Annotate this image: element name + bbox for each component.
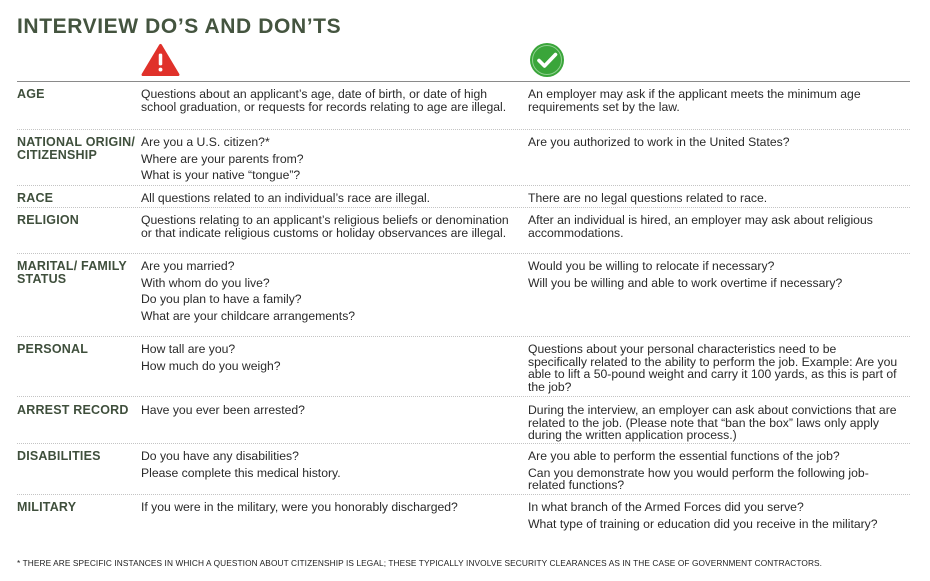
row-category: ARREST RECORD [17,403,129,417]
do-column [528,192,898,209]
do-question: Can you demonstrate how you would perform the following job-related functions? [528,465,869,492]
row-category: RACE [17,191,54,205]
dont-question: Please complete this medical history. [141,465,341,480]
do-question: Questions about your personal characteristics need to be specifically related to the ability to perform the job. Example: Are you able to lift a 50-pound weight and carry it 100 yards, as this is part of the job? [528,342,898,394]
dont-question: Do you have any disabilities? [141,449,299,463]
dont-column [141,88,511,117]
dont-question: Are you married? [141,259,235,273]
dont-column [141,260,511,326]
do-question: Will you be willing and able to work overtime if necessary? [528,275,843,290]
row-category: PERSONAL [17,342,89,356]
row-category: RELIGION [17,213,80,227]
dont-column [141,192,511,209]
do-column [528,260,898,293]
do-question: After an individual is hired, an employer may ask about religious accommodations. [528,213,873,240]
table-row [17,337,910,397]
dont-question: Have you ever been arrested? [141,403,305,417]
table-row [17,397,910,444]
table-row [17,444,910,495]
do-column [528,214,898,243]
dont-question: How much do you weigh? [141,358,281,373]
dont-question: Are you a U.S. citizen?* [141,135,270,149]
dont-question: Do you plan to have a family? [141,292,302,306]
dont-question: What is your native “tongue”? [141,168,301,182]
row-category: AGE [17,87,45,101]
table-row [17,495,910,543]
dont-question: Questions relating to an applicant’s religious beliefs or denomination or that indicate religious customs or holiday observances are illegal. [141,213,509,240]
dont-column [141,214,511,243]
warning-triangle-icon [141,43,180,77]
do-question: Are you able to perform the essential functions of the job? [528,449,840,463]
do-question: An employer may ask if the applicant meets the minimum age requirements set by the law. [528,87,861,114]
do-question: During the interview, an employer can ask about convictions that are related to the job. (Please note that “ban the box” laws only apply during the written application process.) [528,403,897,442]
do-column [528,501,898,534]
dont-question: All questions related to an individual’s race are illegal. [141,191,431,205]
dont-question: What are your childcare arrangements? [141,308,356,323]
do-question: In what branch of the Armed Forces did you serve? [528,500,804,514]
dont-question: How tall are you? [141,342,236,356]
dont-column [141,136,511,186]
dos-donts-table [17,82,910,543]
do-question: Are you authorized to work in the United States? [528,135,790,149]
check-circle-icon [529,42,565,78]
dont-column [141,404,511,421]
dont-question: If you were in the military, were you honorably discharged? [141,500,458,514]
dont-column [141,501,511,518]
do-column [528,88,898,117]
row-category: MILITARY [17,500,77,514]
row-category: MARITAL/ FAMILY STATUS [17,259,127,286]
citizenship-footnote: * THERE ARE SPECIFIC INSTANCES IN WHICH A QUESTION ABOUT CITIZENSHIP IS LEGAL; THESE TYPICALLY INVOLVE SECURITY CLEARANCES AS IN THE CASE OF GOVERNMENT CONTRACTORS. [17,558,823,568]
table-row [17,130,910,186]
row-category: NATIONAL ORIGIN/ CITIZENSHIP [17,135,136,162]
dont-column [141,450,511,483]
do-column [528,450,898,496]
dont-question: With whom do you live? [141,275,270,290]
dont-column [141,343,511,376]
row-category: DISABILITIES [17,449,101,463]
page-title: INTERVIEW DO’S AND DON’TS [17,15,342,38]
table-row [17,82,910,130]
do-question: Would you be willing to relocate if necessary? [528,259,775,273]
do-question: What type of training or education did you receive in the military? [528,516,878,531]
dont-question: Where are your parents from? [141,151,304,166]
do-column [528,136,898,153]
do-question: There are no legal questions related to race. [528,191,768,205]
do-column [528,404,898,446]
do-column [528,343,898,397]
table-row [17,208,910,254]
dont-question: Questions about an applicant’s age, date of birth, or date of high school graduation, or requests for records relating to age are illegal. [141,87,507,114]
table-row [17,186,910,208]
table-row [17,254,910,337]
